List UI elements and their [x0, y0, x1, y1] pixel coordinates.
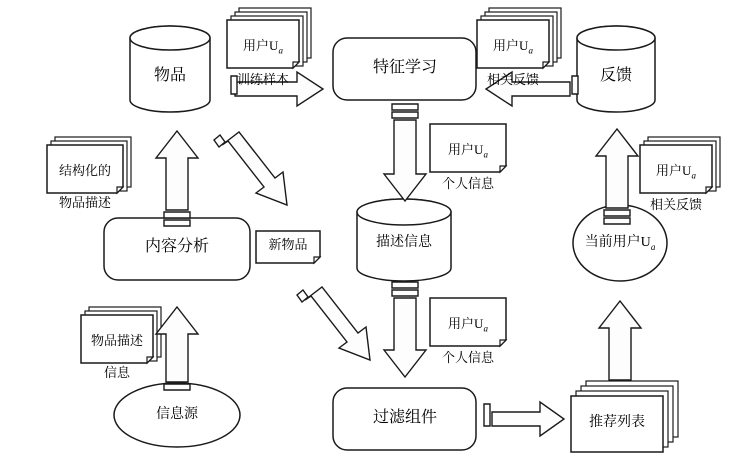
- doc-related-feedback-2-line2: 相关反馈: [649, 197, 702, 213]
- doc-personal-info-2-sub: a: [483, 323, 488, 334]
- node-feedback[interactable]: [577, 26, 655, 112]
- node-label-filter-component: 过滤组件: [372, 409, 437, 426]
- node-feature-learning[interactable]: [333, 38, 476, 100]
- doc-structured-desc-line1: 结构化的: [58, 162, 111, 178]
- arrow-feedback-to-feature-learning: [486, 72, 578, 106]
- node-info-source[interactable]: [114, 383, 240, 447]
- arrow-content-analysis-to-items: [156, 131, 198, 226]
- doc-personal-info-1-sub: a: [483, 149, 488, 160]
- arrow-items-to-content-analysis: [214, 132, 287, 205]
- node-items[interactable]: [130, 26, 210, 112]
- doc-personal-info-1-line2: 个人信息: [441, 176, 494, 192]
- doc-personal-info-2-line2: 个人信息: [441, 350, 494, 366]
- doc-personal-info-2: [430, 298, 506, 346]
- doc-related-feedback-2: [640, 137, 720, 193]
- node-description-info[interactable]: [357, 199, 451, 281]
- doc-training-samples-line1: 用户U: [243, 37, 279, 53]
- arrow-content-analysis-to-description: [297, 287, 370, 360]
- node-recommend-list[interactable]: [571, 381, 678, 452]
- doc-related-feedback-1-sub: a: [528, 45, 533, 56]
- doc-personal-info-2-line1: 用户U: [448, 315, 484, 331]
- doc-training-samples-sub: a: [278, 45, 283, 56]
- doc-new-item: [256, 231, 320, 263]
- node-label-items: 物品: [153, 67, 186, 84]
- doc-personal-info-1: [430, 124, 506, 172]
- node-label-current-user-sub: a: [650, 241, 656, 252]
- arrow-description-to-filter: [384, 282, 426, 377]
- doc-related-feedback-1: [477, 8, 561, 68]
- arrow-filter-to-recommend-list: [484, 402, 564, 436]
- node-label-recommend-list: 推荐列表: [589, 415, 645, 430]
- doc-related-feedback-1-line2: 相关反馈: [486, 72, 539, 88]
- arrow-recommend-list-to-current-user: [599, 301, 641, 380]
- arrow-info-source-to-content-analysis: [156, 307, 198, 390]
- doc-training-samples: [227, 8, 311, 68]
- node-filter-component[interactable]: [333, 388, 476, 450]
- arrow-items-to-feature-learning: [231, 72, 323, 106]
- node-label-feature-learning: 特征学习: [372, 59, 437, 76]
- doc-related-feedback-2-line1: 用户U: [656, 162, 692, 178]
- arrow-feature-learning-to-description: [384, 104, 426, 201]
- node-label-feedback: 反馈: [599, 67, 632, 84]
- node-label-description-info: 描述信息: [376, 235, 432, 250]
- node-label-current-user-text: 当前用户U: [584, 235, 651, 250]
- node-content-analysis[interactable]: [104, 218, 250, 280]
- doc-related-feedback-2-sub: a: [691, 170, 696, 181]
- doc-item-desc-info-line1: 物品描述: [90, 332, 143, 348]
- doc-personal-info-1-line1: 用户U: [448, 141, 484, 157]
- doc-structured-desc-line2: 物品描述: [58, 194, 111, 210]
- doc-structured-desc: [47, 137, 131, 193]
- node-label-content-analysis: 内容分析: [144, 238, 209, 255]
- doc-item-desc-info: [81, 307, 161, 363]
- doc-item-desc-info-line2: 信息: [103, 364, 130, 380]
- doc-related-feedback-1-line1: 用户U: [493, 37, 529, 53]
- doc-label-new-item: 新物品: [268, 237, 308, 252]
- doc-training-samples-line2: 训练样本: [236, 72, 289, 88]
- node-label-info-source: 信息源: [156, 407, 198, 422]
